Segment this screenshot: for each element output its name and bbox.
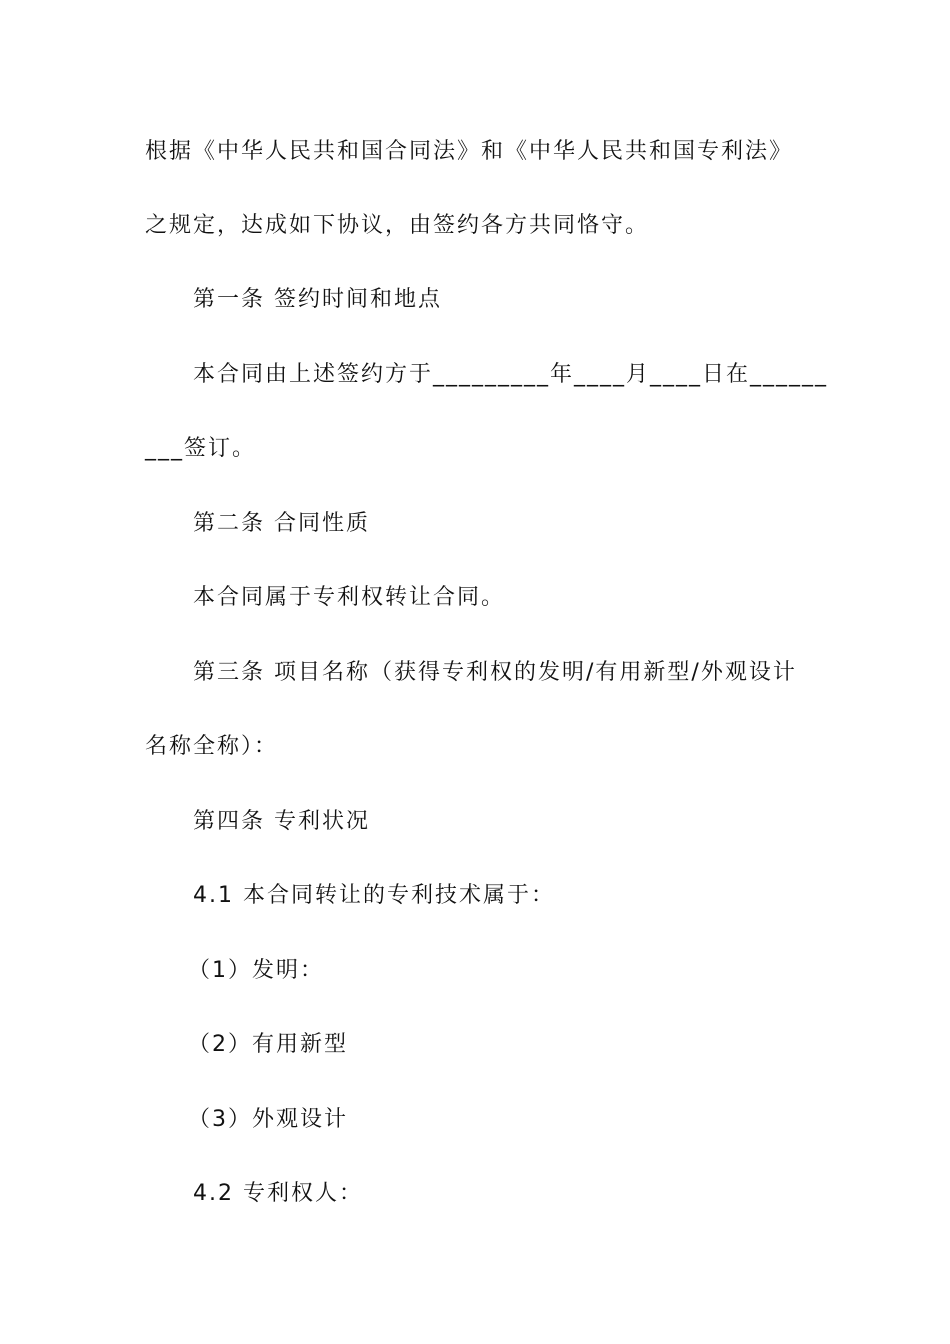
article-1-text-line-1: 本合同由上述签约方于_________年____月____日在______: [193, 362, 829, 387]
paragraph-intro-line-1: 根据《中华人民共和国合同法》和《中华人民共和国专利法》: [145, 139, 794, 164]
article-3-heading-line-1: 第三条 项目名称（获得专利权的发明/有用新型/外观设计: [193, 660, 797, 685]
article-1-heading: 第一条 签约时间和地点: [193, 287, 442, 312]
option-design: （3）外观设计: [188, 1107, 348, 1132]
clause-4-2: 4.2 专利权人：: [193, 1181, 363, 1206]
clause-4-1: 4.1 本合同转让的专利技术属于：: [193, 883, 555, 908]
article-2-text: 本合同属于专利权转让合同。: [193, 585, 506, 610]
paragraph-intro-line-2: 之规定，达成如下协议，由签约各方共同恪守。: [145, 213, 650, 238]
option-utility-model: （2）有用新型: [188, 1032, 348, 1057]
article-2-heading: 第二条 合同性质: [193, 511, 370, 536]
article-1-text-line-2: ___签订。: [145, 436, 257, 461]
article-4-heading: 第四条 专利状况: [193, 809, 370, 834]
option-invention: （1）发明：: [188, 958, 324, 983]
article-3-heading-line-2: 名称全称）：: [145, 734, 279, 759]
